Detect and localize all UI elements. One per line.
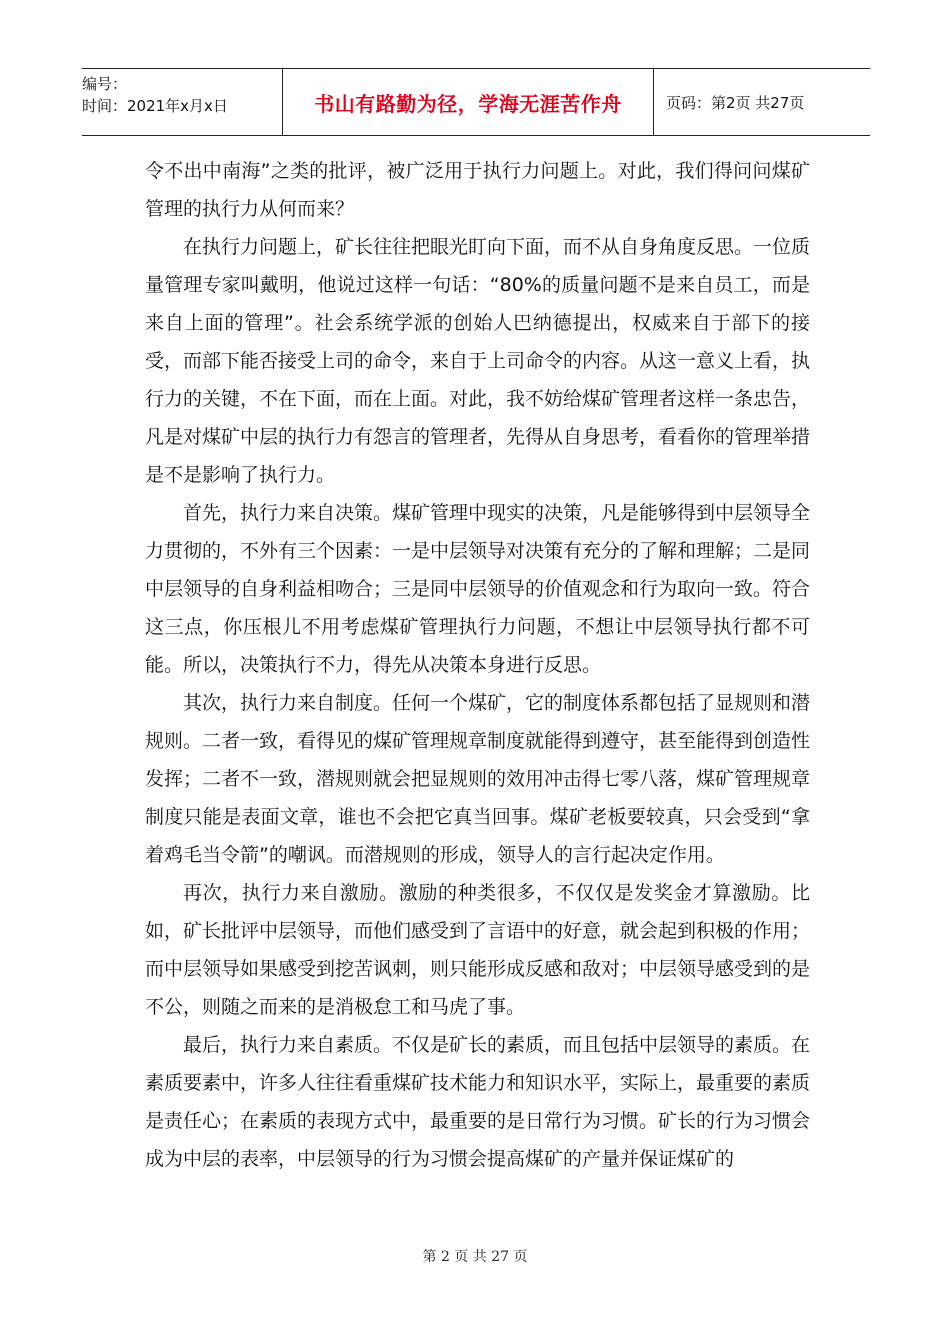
- header-motto: 书山有路勤为径，学海无涯苦作舟: [282, 69, 654, 135]
- header-left-cell: [82, 69, 282, 135]
- header-page-info: 页码：第2页 共27页: [666, 93, 805, 112]
- document-time-label: 时间：2021年x月x日: [82, 97, 228, 115]
- paragraph: 其次，执行力来自制度。任何一个煤矿，它的制度体系都包括了显规则和潜规则。二者一致，看得见的煤矿管理规章制度就能得到遵守，甚至能得到创造性发挥；二者不一致，潜规则就会把显规则的效用冲击得七零八落，煤矿管理规章制度只能是表面文章，谁也不会把它真当回事。煤矿老板要较真，只会受到“拿着鸡毛当令箭”的嘲讽。而潜规则的形成，领导人的言行起决定作用。: [145, 692, 811, 866]
- paragraph-continued: 令不出中南海”之类的批评，被广泛用于执行力问题上。对此，我们得问问煤矿管理的执行力从何而来？: [145, 160, 810, 220]
- paragraph: 再次，执行力来自激励。激励的种类很多，不仅仅是发奖金才算激励。比如，矿长批评中层领导，而他们感受到了言语中的好意，就会起到积极的作用；而中层领导如果感受到挖苦讽刺，则只能形成反感和敌对；中层领导感受到的是不公，则随之而来的是消极怠工和马虎了事。: [145, 882, 811, 1018]
- document-number-label: 编号：: [82, 75, 128, 93]
- page-header: [82, 68, 870, 136]
- page-footer: 第 2 页 共 27 页: [422, 1249, 528, 1265]
- paragraph: 最后，执行力来自素质。不仅是矿长的素质，而且包括中层领导的素质。在素质要素中，许多人往往看重煤矿技术能力和知识水平，实际上，最重要的素质是责任心；在素质的表现方式中，最重要的是日常行为习惯。矿长的行为习惯会成为中层的表率，中层领导的行为习惯会提高煤矿的产量并保证煤矿的: [145, 1034, 811, 1170]
- paragraph: 首先，执行力来自决策。煤矿管理中现实的决策，凡是能够得到中层领导全力贯彻的，不外有三个因素：一是中层领导对决策有充分的了解和理解；二是同中层领导的自身利益相吻合；三是同中层领导的价值观念和行为取向一致。符合这三点，你压根儿不用考虑煤矿管理执行力问题，不想让中层领导执行都不可能。所以，决策执行不力，得先从决策本身进行反思。: [145, 502, 811, 676]
- paragraph: 在执行力问题上，矿长往往把眼光盯向下面，而不从自身角度反思。一位质量管理专家叫戴明，他说过这样一句话：“80%的质量问题不是来自员工，而是来自上面的管理”。社会系统学派的创始人巴纳德提出，权威来自于部下的接受，而部下能否接受上司的命令，来自于上司命令的内容。从这一意义上看，执行力的关键，不在下面，而在上面。对此，我不妨给煤矿管理者这样一条忠告，凡是对煤矿中层的执行力有怨言的管理者，先得从自身思考，看看你的管理举措是不是影响了执行力。: [145, 236, 811, 486]
- document-body: [145, 152, 810, 1178]
